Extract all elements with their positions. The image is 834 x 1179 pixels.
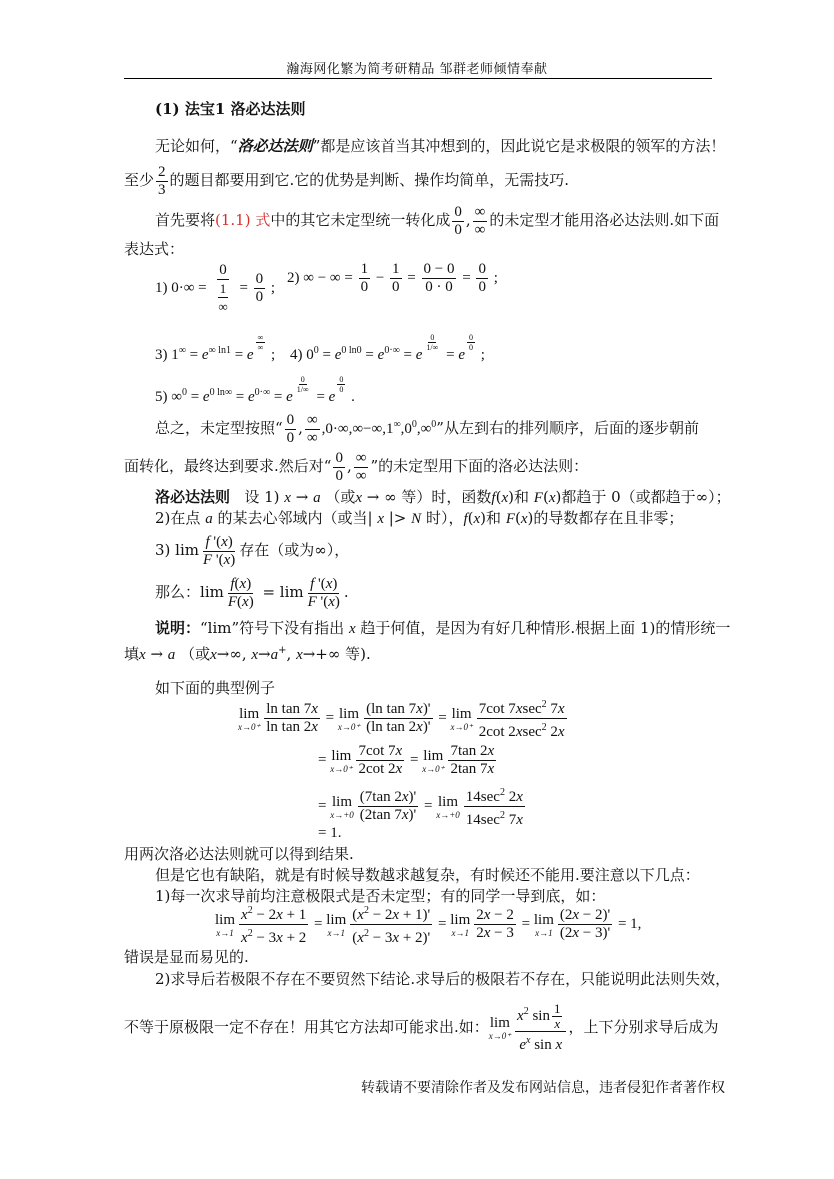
- rule-line-1: 洛必达法则 设 1) x → a （或x → ∞ 等）时，函数f(x)和 F(x)都趋于 0（或都趋于∞）；: [155, 488, 731, 506]
- p2-text-a: 至少: [124, 171, 155, 189]
- note-line-1: 说明：“lim”符号下没有指出 x 趋于何值，是因为有好几种情形.根据上面 1)的情形统一: [155, 619, 731, 637]
- equation-5: 5) $\infty^0 = e^{0 ln\infty} = e^{0\cdot\infty} = e$ $^{\frac{0}{1/\infty}}$ = e $^{\frac{0}{0}}$ .: [155, 375, 355, 405]
- rule-line-3: 3) lim $\frac{f '(x)}{F '(x)}$ 存在（或为∞），: [155, 533, 350, 568]
- equation-4: 4) $0^0 = e^{0 ln0} = e^{0\cdot\infty} = e$ $^{\frac{0}{1/\infty}}$ = e $^{\frac{0}{0}}$ ;: [290, 333, 485, 363]
- p1-text-a: 无论如何，“: [155, 137, 238, 155]
- paragraph-two-thirds: [124, 160, 569, 200]
- example-result: = 1.: [318, 825, 342, 841]
- paragraph-intro: [155, 135, 725, 157]
- wrong-example: lim x→1 $\frac{x^2 - 2x + 1}{x^2 - 3x + 2}$ = lim x→1 $\frac{(x^2 - 2x + 1)'}{(x^2 - 3x + 2)'}$ = lim x→1 $\frac{2x - 2}{2x - 3}$ = lim x→1 $\frac{(2x - 2)'}{(2x - 3)'}$ = 1,: [215, 902, 641, 947]
- section-title: (1) 法宝1 洛必达法则: [155, 100, 306, 118]
- p2-text-b: 的题目都要用到它.它的优势是判断、操作均简单，无需技巧.: [169, 171, 570, 189]
- example-step-2: = lim x→0⁺ $\frac{7\cot 7x}{2\cot 2x}$ = lim x→0⁺ $\frac{7\tan 2x}{2\tan 7x}$: [318, 743, 495, 778]
- paragraph-summary: 总之，未定型按照“ $\frac{0}{0}$ , $\frac{\infty}{\infty}$ $,0\cdot\infty,\infty-\infty,1^\infty,0^0,\infty^0$”从左到右的排列顺序，后面的逐步朝前: [155, 411, 699, 446]
- paragraph-transform: 面转化，最终达到要求.然后对“ $\frac{0}{0}$ , $\frac{\infty}{\infty}$ ”的未定型用下面的洛必达法则：: [124, 449, 589, 484]
- equation-1: 1) 0·∞ = $\frac{0}{\frac{1}{\infty}}$ = $\frac{0}{0}$ ;: [155, 262, 276, 315]
- rule-line-2: 2)在点 a 的某去心邻域内（或当| x |> N 时），f(x)和 F(x)的导数都存在且非零；: [155, 509, 684, 527]
- p1-term: 洛必达法则: [237, 137, 313, 155]
- paragraph-point-1: 1)每一次求导前均注意极限式是否未定型；有的同学一导到底，如：: [155, 887, 606, 905]
- example-step-1: lim x→0⁺ $\frac{\text{ln tan 7x}}{\text{ln tan 2x}}$ = lim x→0⁺ $\frac{\text{(ln tan 7x)'}}{\text{(ln tan 2x)'}}$ = lim x→0⁺ $\frac{7\cot 7xsec^2 7x}{2\cot 2xsec^2 2x}$: [238, 696, 569, 741]
- page-header: 瀚海网化繁为简考研精品 邹群老师倾情奉献: [286, 62, 548, 77]
- paragraph-twice: 用两次洛必达法则就可以得到结果.: [124, 845, 354, 863]
- paragraph-convert: 首先要将(1.1) 式中的其它未定型统一转化成 $\frac{0}{0}$ , $\frac{\infty}{\infty}$ 的未定型才能用洛必达法则.如下面: [155, 203, 720, 238]
- two-thirds-fraction: $\frac{2}{3}$: [158, 163, 166, 198]
- paragraph-obvious: 错误是显而易见的.: [124, 948, 249, 966]
- page-footer: 转载请不要清除作者及发布网站信息，违者侵犯作者著作权: [361, 1080, 725, 1096]
- header-rule: [124, 78, 712, 79]
- equation-2: 2) ∞ − ∞ = $\frac{1}{0}$ − $\frac{1}{0}$ = $\frac{0 - 0}{0 \cdot 0}$ = $\frac{0}{0}$ ;: [287, 261, 498, 296]
- equation-reference: (1.1) 式: [215, 211, 271, 229]
- paragraph-expressions: 表达式：: [124, 240, 185, 258]
- paragraph-counter: 不等于原极限一定不存在！用其它方法却可能求出.如：lim x→0⁺ $x^2$ sin $\frac{1}{x}$ $e^x$ sin x ，上下分别求导后成为: [124, 1001, 719, 1053]
- example-intro: 如下面的典型例子: [155, 679, 276, 697]
- paragraph-point-2: 2)求导后若极限不存在不要贸然下结论.求导后的极限若不存在，只能说明此法则失效，: [155, 970, 731, 988]
- example-step-3: = lim x→+0 $\frac{(7\tan 2x)'}{(2\tan 7x)'}$ = lim x→+0 $\frac{14\sec^2 2x}{14\sec^2 7x}$: [318, 784, 527, 829]
- equation-3: 3) $1^\infty = e^{\infty ln1} = e$ ∞ ∞ ;: [155, 333, 276, 363]
- rule-conclusion: 那么：lim $\frac{f(x)}{F(x)}$ = lim $\frac{f '(x)}{F '(x)}$ .: [155, 575, 349, 610]
- p1-text-b: ”都是应该首当其冲想到的，因此说它是求极限的领军的方法！: [312, 137, 726, 155]
- paragraph-defects: 但是它也有缺陷，就是有时候导数越求越复杂，有时候还不能用.要注意以下几点：: [155, 866, 700, 884]
- note-line-2: 填x → a （或x→∞, x→a+, x→+∞ 等).: [124, 645, 371, 663]
